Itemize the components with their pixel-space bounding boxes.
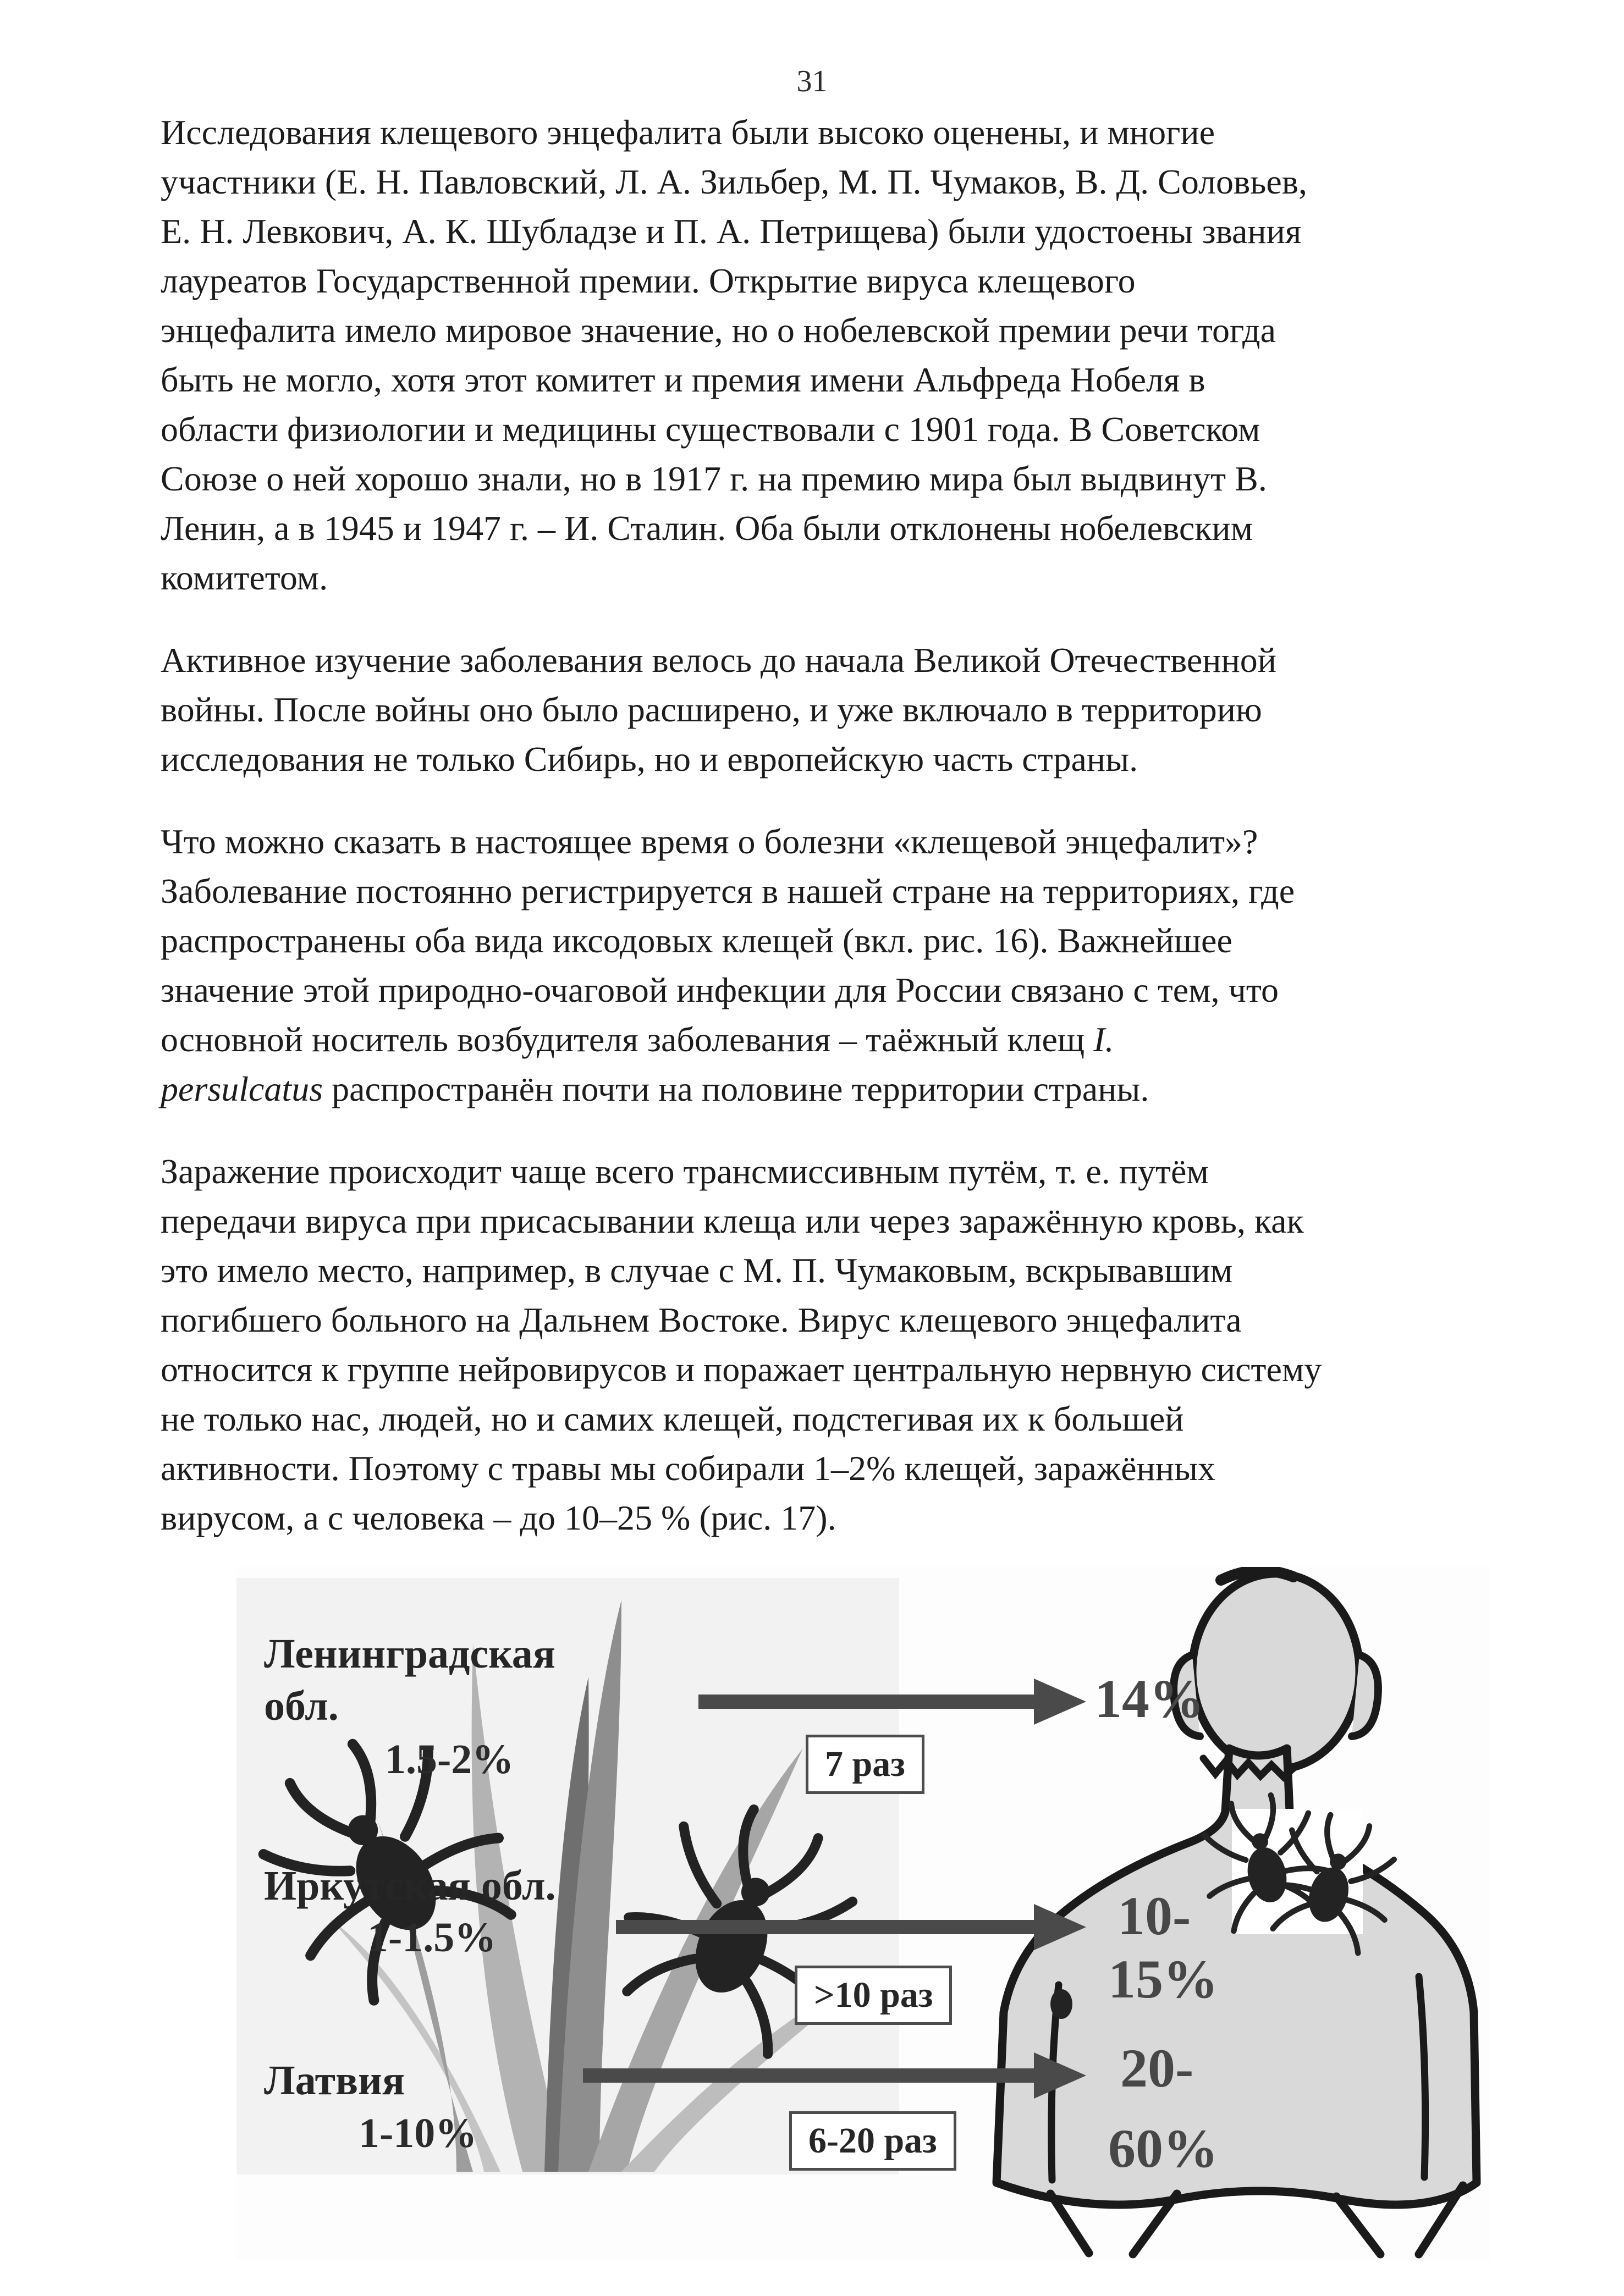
paragraph-3	[161, 817, 1519, 1114]
text-line: вирусом, а с человека – до 10–25 % (рис. 17).	[161, 1498, 836, 1537]
text-line: лауреатов Государственной премии. Открытие вируса клещевого	[161, 261, 1136, 300]
paragraph-1	[161, 108, 1519, 603]
text-line: Заражение происходит чаще всего трансмиссивным путём, т. е. путём	[161, 1152, 1209, 1191]
region-value-leningrad: 1.5-2%	[385, 1736, 514, 1782]
tick-icon	[1050, 1989, 1072, 2019]
human-silhouette-icon	[997, 1570, 1477, 2254]
text-line: относится к группе нейровирусов и поражает центральную нервную систему	[161, 1350, 1322, 1389]
text-line: распространены оба вида иксодовых клещей (вкл. рис. 16). Важнейшее	[161, 921, 1232, 960]
text-line: основной носитель возбудителя заболевания – таёжный клещ I.	[161, 1020, 1114, 1059]
text-line: энцефалита имело мировое значение, но о нобелевской премии речи тогда	[161, 311, 1276, 350]
figure-infection-rates	[236, 1567, 1490, 2260]
text-line: передачи вируса при присасывании клеща или через заражённую кровь, как	[161, 1201, 1304, 1240]
paragraph-2	[161, 636, 1519, 784]
text-line: погибшего больного на Дальнем Востоке. Вирус клещевого энцефалита	[161, 1300, 1242, 1339]
text-line: области физиологии и медицины существовали с 1901 года. В Советском	[161, 410, 1260, 449]
text-line: быть не могло, хотя этот комитет и премия имени Альфреда Нобеля в	[161, 360, 1205, 399]
text-line: Ленин, а в 1945 и 1947 г. – И. Сталин. Оба были отклонены нобелевским	[161, 509, 1253, 548]
text-line: значение этой природно-очаговой инфекции для России связано с тем, что	[161, 970, 1279, 1009]
multiplier-box-3: 6-20 раз	[789, 2111, 956, 2171]
text-line: активности. Поэтому с травы мы собирали 1–2% клещей, заражённых	[161, 1449, 1215, 1488]
text-line: это имело место, например, в случае с М. П. Чумаковым, вскрывавшим	[161, 1251, 1233, 1290]
human-pct-1: 14%	[1094, 1668, 1204, 1729]
multiplier-box-1: 7 раз	[806, 1735, 924, 1794]
body-text	[161, 108, 1519, 1576]
paragraph-4	[161, 1147, 1519, 1543]
multiplier-box-2: >10 раз	[795, 1966, 952, 2025]
region-value-latvia: 1-10%	[359, 2110, 477, 2156]
page-number: 31	[796, 64, 828, 98]
human-pct-2b: 15%	[1108, 1949, 1218, 2010]
text-line: persulcatus распространён почти на половине территории страны.	[161, 1069, 1149, 1108]
human-pct-3a: 20-	[1120, 2038, 1194, 2099]
text-line: не только нас, людей, но и самих клещей, подстегивая их к большей	[161, 1399, 1184, 1438]
human-pct-2a: 10-	[1117, 1885, 1191, 1946]
text-line: Что можно сказать в настоящее время о болезни «клещевой энцефалит»?	[161, 822, 1258, 861]
text-line: Союзе о ней хорошо знали, но в 1917 г. на премию мира был выдвинут В.	[161, 459, 1267, 498]
region-label-irkutsk: Иркутская обл.	[264, 1863, 556, 1909]
region-label-leningrad-2: обл.	[264, 1683, 339, 1729]
text-line: Исследования клещевого энцефалита были высоко оценены, и многие	[161, 113, 1215, 152]
region-value-irkutsk: 1-1.5%	[367, 1914, 497, 1961]
text-line: участники (Е. Н. Павловский, Л. А. Зильбер, М. П. Чумаков, В. Д. Соловьев,	[161, 162, 1307, 201]
text-line: Заболевание постоянно регистрируется в нашей стране на территориях, где	[161, 871, 1295, 910]
human-pct-3b: 60%	[1108, 2118, 1218, 2179]
text-line: Е. Н. Левкович, А. К. Шубладзе и П. А. Петрищева) были удостоены звания	[161, 212, 1302, 251]
text-line: Активное изучение заболевания велось до начала Великой Отечественной	[161, 641, 1276, 680]
text-line: исследования не только Сибирь, но и европейскую часть страны.	[161, 739, 1138, 779]
region-label-latvia: Латвия	[264, 2057, 405, 2104]
text-line: войны. После войны оно было расширено, и уже включало в территорию	[161, 690, 1262, 729]
text-line: комитетом.	[161, 558, 328, 597]
region-label-leningrad: Ленинградская	[264, 1631, 555, 1677]
